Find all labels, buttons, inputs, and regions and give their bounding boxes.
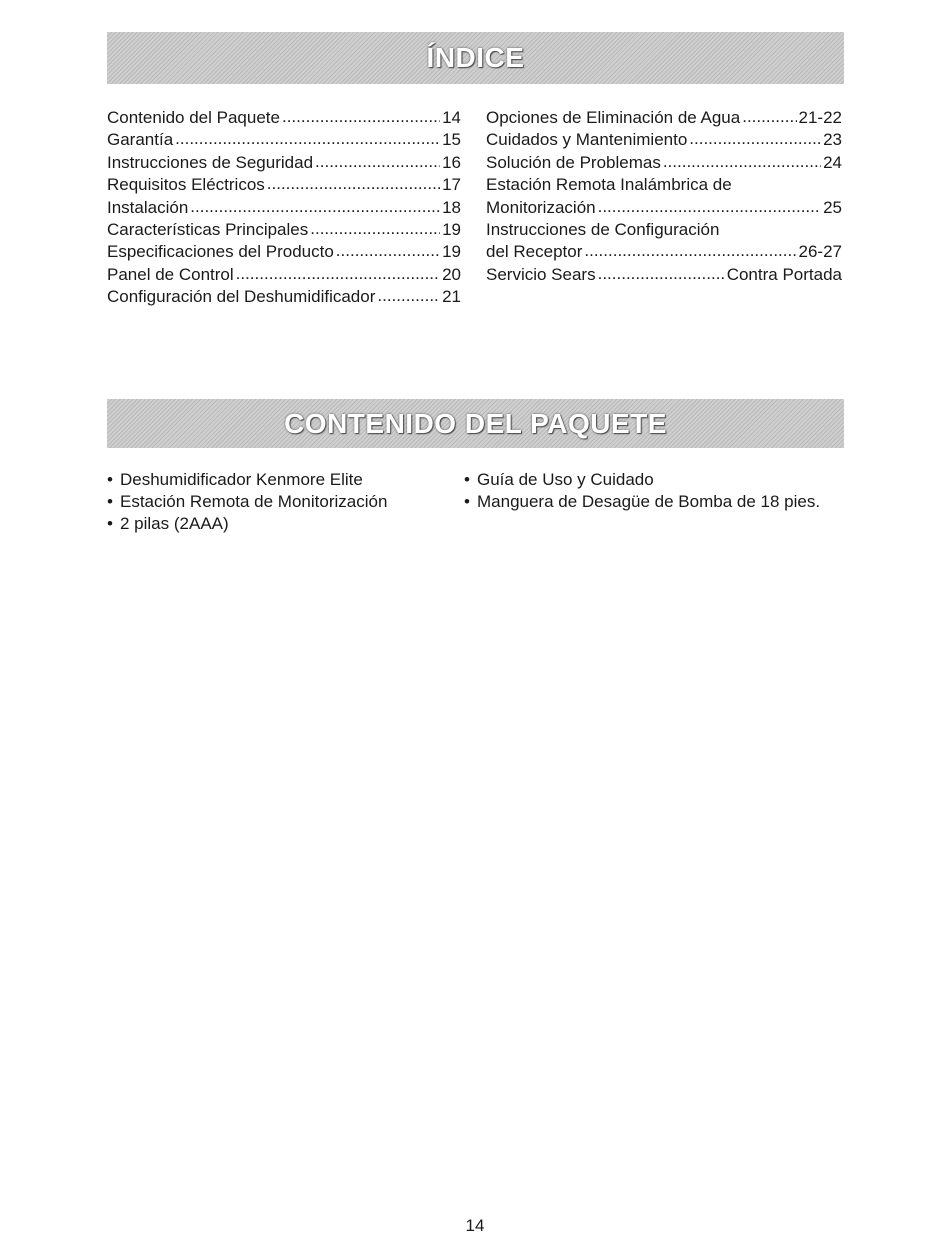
toc-leader-dots [190, 196, 440, 218]
toc-entry-page: 19 [442, 220, 461, 240]
toc-leader-dots [282, 106, 440, 128]
toc-entry-page: 17 [442, 175, 461, 195]
list-item-text: Manguera de Desagüe de Bomba de 18 pies. [477, 492, 821, 511]
bullet-icon: • [107, 492, 113, 511]
toc-leader-dots [377, 285, 440, 307]
toc-entry [486, 107, 842, 129]
contenido-banner [107, 399, 844, 448]
toc-right-column [486, 107, 842, 286]
toc-entry [107, 241, 461, 263]
toc-left-column [107, 107, 461, 309]
toc-leader-dots [689, 128, 821, 150]
list-item [107, 513, 447, 535]
toc-entry [486, 241, 842, 263]
toc-leader-dots [236, 263, 440, 285]
package-contents-right-list [464, 469, 854, 513]
toc-entry-label: Especificaciones del Producto [107, 242, 334, 262]
toc-leader-dots [310, 218, 440, 240]
toc-entry-label: del Receptor [486, 242, 583, 262]
package-contents-left-list [107, 469, 447, 535]
toc-leader-dots [315, 151, 440, 173]
toc-entry [107, 107, 461, 129]
toc-entry [486, 152, 842, 174]
list-item [464, 469, 854, 491]
toc-entry-label: Instalación [107, 197, 189, 217]
toc-leader-dots [663, 151, 821, 173]
toc-entry-page: 14 [442, 108, 461, 127]
toc-entry-label: Configuración del Deshumidificador [107, 287, 376, 307]
toc-entry-label: Cuidados y Mantenimiento [486, 130, 688, 150]
toc-entry-label: Solución de Problemas [486, 152, 661, 172]
toc-leader-dots [336, 240, 440, 262]
toc-entry-page: 21 [442, 287, 461, 307]
toc-entry-page: 25 [823, 197, 842, 217]
toc-entry [107, 174, 461, 196]
toc-entry-label: Instrucciones de Configuración [486, 220, 720, 240]
toc-entry-continued [486, 174, 842, 196]
toc-entry-page: 23 [823, 130, 842, 150]
toc-leader-dots [742, 106, 796, 128]
toc-entry [107, 197, 461, 219]
indice-banner [107, 32, 844, 84]
toc-entry-label: Panel de Control [107, 264, 234, 284]
bullet-icon: • [464, 492, 470, 511]
toc-entry-page: 15 [442, 130, 461, 150]
toc-entry [486, 264, 842, 286]
list-item-text: Estación Remota de Monitorización [120, 492, 388, 511]
toc-entry-label: Requisitos Eléctricos [107, 175, 265, 195]
toc-leader-dots [598, 196, 821, 218]
bullet-icon: • [107, 514, 113, 533]
page-number: 14 [465, 1216, 485, 1235]
list-item-text: Guía de Uso y Cuidado [477, 470, 654, 489]
toc-entry-label: Características Principales [107, 220, 309, 240]
toc-entry-page: 24 [823, 152, 842, 172]
toc-leader-dots [584, 240, 796, 262]
indice-title: ÍNDICE [426, 42, 525, 73]
list-item [107, 469, 447, 491]
list-item-text: 2 pilas (2AAA) [120, 514, 229, 533]
list-item-text: Deshumidificador Kenmore Elite [120, 470, 363, 489]
toc-entry-label: Instrucciones de Seguridad [107, 152, 314, 172]
toc-entry [107, 152, 461, 174]
toc-entry [486, 197, 842, 219]
toc-leader-dots [175, 128, 440, 150]
toc-entry-page: 20 [442, 264, 461, 284]
contenido-title: CONTENIDO DEL PAQUETE [284, 407, 667, 439]
toc-entry-page: 21-22 [798, 108, 842, 127]
toc-entry [107, 286, 461, 308]
toc-entry [107, 129, 461, 151]
toc-entry-label: Opciones de Eliminación de Agua [486, 108, 741, 127]
toc-entry-label: Garantía [107, 130, 174, 150]
toc-entry-page: 26-27 [798, 242, 842, 262]
toc-entry-page: 16 [442, 152, 461, 172]
toc-entry-page: 19 [442, 242, 461, 262]
toc-entry [107, 264, 461, 286]
toc-leader-dots [598, 263, 725, 285]
toc-entry-label: Estación Remota Inalámbrica de [486, 175, 732, 195]
toc-entry-page: Contra Portada [726, 264, 842, 284]
toc-entry-page: 18 [442, 197, 461, 217]
list-item [107, 491, 447, 513]
toc-entry [486, 129, 842, 151]
toc-entry [107, 219, 461, 241]
toc-leader-dots [267, 173, 440, 195]
toc-entry-label: Servicio Sears [486, 264, 596, 284]
list-item [464, 491, 854, 513]
bullet-icon: • [107, 470, 113, 489]
toc-entry-continued [486, 219, 842, 241]
toc-entry-label: Contenido del Paquete [107, 108, 280, 127]
toc-entry-label: Monitorización [486, 197, 596, 217]
bullet-icon: • [464, 470, 470, 489]
